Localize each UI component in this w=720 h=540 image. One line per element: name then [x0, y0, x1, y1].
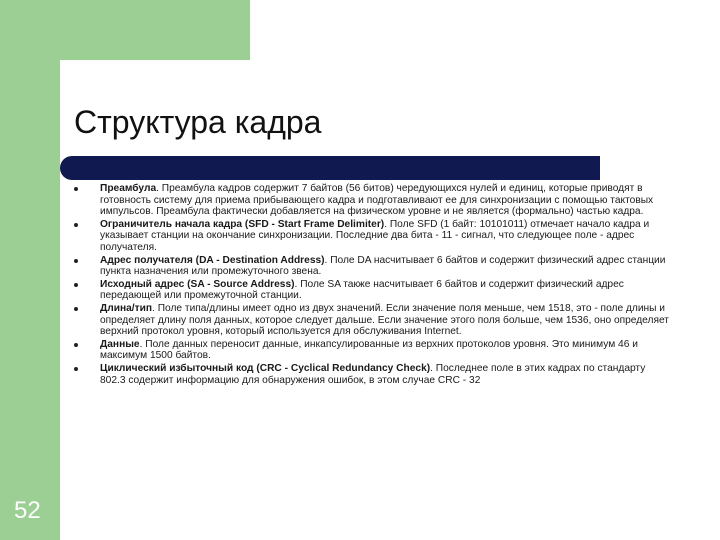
decorative-green-sidebar	[0, 0, 60, 540]
bullet-term: Циклический избыточный код (CRC - Cyclical Redundancy Check)	[100, 362, 431, 374]
bullet-list	[70, 183, 670, 387]
bullet-text: . Последнее поле в этих кадрах по стандарту 802.3 содержит информацию для обнаружения ошибок, в этом случае CRC - 32	[100, 362, 646, 386]
bullet-item	[70, 339, 670, 362]
slide-title: Структура кадра	[74, 104, 322, 140]
decorative-green-top-band	[0, 0, 250, 60]
page-number: 52	[14, 497, 41, 524]
bullet-text: . Поле данных переносит данные, инкапсулированные из верхних протоколов уровня. Это минимум 46 и максимум 1500 байтов.	[100, 338, 638, 362]
bullet-icon	[74, 187, 78, 191]
title-underline-bar	[60, 156, 600, 180]
bullet-icon	[74, 367, 78, 371]
bullet-item	[70, 279, 670, 302]
bullet-term: Преамбула	[100, 183, 157, 194]
bullet-term: Исходный адрес (SA - Source Address)	[100, 278, 295, 290]
bullet-text: . Поле SFD (1 байт: 10101011) отмечает начало кадра и указывает станции на окончание синхронизации. Последние два бита - 11 - сигнал, что следующее поле - адрес получателя.	[100, 218, 650, 253]
bullet-item	[70, 363, 670, 386]
bullet-item	[70, 303, 670, 338]
bullet-item	[70, 255, 670, 278]
bullet-term: Адрес получателя (DA - Destination Address)	[100, 254, 325, 266]
bullet-term: Данные	[100, 338, 140, 350]
bullet-text: . Поле SA также насчитывает 6 байтов и содержит физический адрес передающей или промежуточной станции.	[100, 278, 624, 302]
bullet-text: . Поле типа/длины имеет одно из двух значений. Если значение поля меньше, чем 1518, это - поле длины и определяет длину поля данных, которое следует дальше. Если значение этого поля больше, чем 1536, оно определяет верхний протокол уровня, который используется для обслуживания Internet.	[100, 302, 669, 338]
bullet-icon	[74, 223, 78, 227]
bullet-item	[70, 183, 670, 218]
bullet-item	[70, 219, 670, 254]
bullet-text: . Поле DA насчитывает 6 байтов и содержит физический адрес станции пункта назначения или промежуточного звена.	[100, 254, 666, 278]
bullet-icon	[74, 259, 78, 263]
bullet-icon	[74, 283, 78, 287]
bullet-term: Длина/тип	[100, 302, 153, 314]
bullet-icon	[74, 307, 78, 311]
bullet-icon	[74, 343, 78, 347]
bullet-term: Ограничитель начала кадра (SFD - Start Frame Delimiter)	[100, 218, 385, 230]
bullet-text: . Преамбула кадров содержит 7 байтов (56 битов) чередующихся нулей и единиц, которые приводят в готовность систему для приема прибывающего кадра и подготавливают ее для синхронизации с помощью тактовых импульсов. Преамбула фактически добавляется на физическом уровне и не является (формально) частью кадра.	[100, 183, 654, 218]
